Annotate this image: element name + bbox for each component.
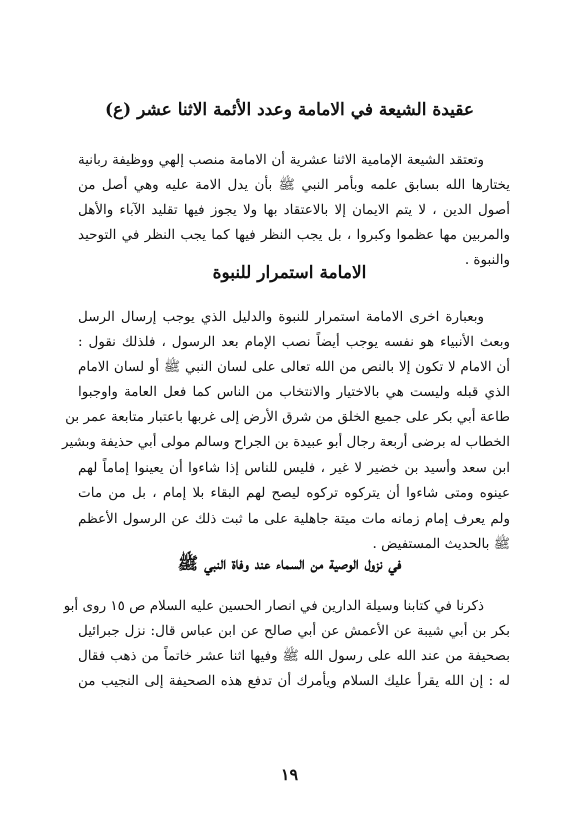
- page-number: ١٩: [280, 765, 299, 784]
- text-line: ﷺ بالحديث المستفيض .: [372, 536, 510, 552]
- text-line: ولم يعرف إمام زمانه مات ميتة جاهلية على ما ثبت ذلك عن الرسول الأعظم: [78, 511, 510, 527]
- section-heading-continuation-of-prophethood: الامامة استمرار للنبوة: [212, 263, 367, 283]
- text-line: والمربين مها عظموا وكبروا ، بل يجب النظر فيها كما يجب النظر في التوحيد: [78, 227, 510, 243]
- text-line: له : إن الله يقرأ عليك السلام ويأمرك أن تدفع هذه الصحيفة إلى النجيب من: [78, 673, 510, 689]
- text-line: وبعث الأنبياء هو نفسه يوجب أيضاً نصب الإمام بعد الرسول ، فلذلك نقول :: [78, 334, 510, 350]
- text-line: بصحيفة من عند الله على رسول الله ﷺ وفيها اثنا عشر خاتماً من ذهب فقال: [78, 648, 510, 664]
- text-line: عينوه ومتى شاءوا أن يتركوه تركوه ليصح لهم البقاء بلا إمام ، بل من مات: [78, 485, 510, 501]
- text-line: بكر بن أبي شيبة عن الأعمش عن أبي صالح عن ابن عباس قال: نزل جبرائيل: [78, 623, 510, 639]
- text-line: أصول الدين ، لا يتم الايمان إلا بالاعتقاد بها ولا يجوز فيها تقليد الآباء والأهل: [78, 202, 510, 218]
- section-heading-descent-of-will: في نزول الوصية من السماء عند وفاة النبي ﷺ: [177, 554, 402, 574]
- text-line: طاعة أبي بكر على جميع الخلق من شرق الأرض إلى غربها باعتبار متابعة عمر بن: [65, 409, 510, 425]
- text-line: وتعتقد الشيعة الإمامية الاثنا عشرية أن الامامة منصب إلهي ووظيفة ربانية: [78, 152, 484, 168]
- text-line: أن الامام لا تكون إلا بالنص من الله تعالى على لسان النبي ﷺ أو لسان الامام: [78, 359, 510, 375]
- text-line: الخطاب له برضى أربعة رجال أبو عبيدة بن الجراح وسالم مولى أبي حذيفة وبشير: [62, 434, 510, 450]
- text-line: الذي قبله وليست هي بالاختيار والانتخاب من الناس كما فعل العامة واوجبوا: [78, 384, 510, 400]
- section-heading-imamate-belief: عقيدة الشيعة في الامامة وعدد الأئمة الاثنا عشر (ع): [104, 100, 475, 120]
- text-line: والنبوة .: [464, 252, 510, 268]
- text-line: وبعبارة اخرى الامامة استمرار للنبوة والدليل الذي يوجب إرسال الرسل: [78, 309, 484, 325]
- text-line: يختارها الله بسابق علمه وبأمر النبي ﷺ بأن يدل الامة عليه وهي أصل من: [78, 177, 510, 193]
- text-line: ذكرنا في كتابنا وسيلة الدارين في انصار الحسين عليه السلام ص ١٥ روى أبو: [63, 598, 484, 614]
- text-line: ابن سعد وأسيد بن خضير لا غير ، فليس للناس إذا شاءوا أن يعينوا إماماً لهم: [78, 460, 510, 476]
